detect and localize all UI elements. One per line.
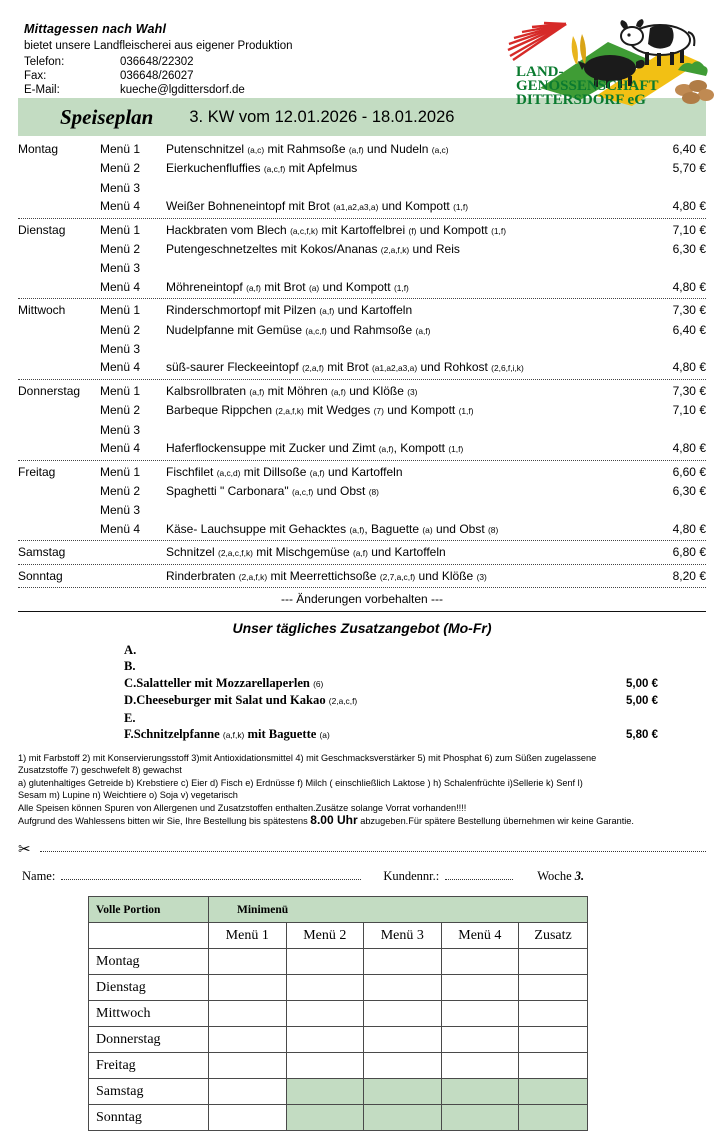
menu-price: 6,80 € xyxy=(672,545,706,560)
column-header-2: Menü 2 xyxy=(286,923,364,949)
order-day-label: Dienstag xyxy=(89,975,209,1001)
order-cell-disabled xyxy=(286,1079,364,1105)
order-form-identity-row xyxy=(22,869,706,884)
order-day-label: Montag xyxy=(89,949,209,975)
menu-description: Weißer Bohneneintopf mit Brot (a1,a2,a3,a) und Kompott (1,f) xyxy=(166,199,468,214)
menu-row xyxy=(18,221,706,240)
menu-number-label: Menü 2 xyxy=(100,483,141,498)
menu-row xyxy=(18,482,706,501)
cut-here-line xyxy=(18,843,706,861)
menu-number-label: Menü 3 xyxy=(100,422,141,437)
contact-value: 036648/26027 xyxy=(120,70,194,82)
menu-row xyxy=(18,179,706,197)
order-form-table[interactable] xyxy=(88,896,588,1131)
menu-price: 4,80 € xyxy=(672,360,706,375)
menu-row xyxy=(18,543,706,562)
menu-description: Hackbraten vom Blech (a,c,f,k) mit Kartoffelbrei (f) und Kompott (1,f) xyxy=(166,222,506,237)
menu-price: 7,30 € xyxy=(672,303,706,318)
table-row xyxy=(89,949,588,975)
menu-description: Putenschnitzel (a,c) mit Rahmsoße (a,f) und Nudeln (a,c) xyxy=(166,142,449,156)
name-input[interactable] xyxy=(61,869,361,880)
menu-row xyxy=(18,140,706,159)
menu-day-label: Donnerstag xyxy=(18,383,81,398)
footnote-additives-2: Zusatzstoffe 7) geschwefelt 8) gewachst xyxy=(18,765,182,776)
contact-value: 036648/22302 xyxy=(120,56,194,68)
header-subtitle: bietet unsere Landfleischerei aus eigener Produktion xyxy=(24,40,293,52)
footnote-ordering-b: abzugeben.Für spätere Bestellung übernehmen wir keine Garantie. xyxy=(357,815,634,826)
zusatz-row xyxy=(18,726,706,744)
menu-number-label: Menü 2 xyxy=(100,161,141,176)
order-cell[interactable] xyxy=(519,1001,588,1027)
order-cell-disabled xyxy=(519,1079,588,1105)
zusatz-row xyxy=(18,710,706,727)
order-cell-disabled xyxy=(364,1079,442,1105)
day-separator xyxy=(18,379,706,380)
header-volle-portion: Volle Portion xyxy=(89,897,209,923)
menu-number-label: Menü 1 xyxy=(100,464,141,479)
menu-description: Barbeque Rippchen (2,a,f,k) mit Wedges (7) und Kompott (1,f) xyxy=(166,403,474,418)
zusatz-letter: E. xyxy=(124,710,136,725)
day-separator xyxy=(18,218,706,219)
menu-price: 4,80 € xyxy=(672,199,706,214)
table-row xyxy=(89,1001,588,1027)
menu-description: Käse- Lauchsuppe mit Gehacktes (a,f), Baguette (a) und Obst (8) xyxy=(166,521,499,536)
order-cell[interactable] xyxy=(519,1053,588,1079)
column-header-3: Menü 3 xyxy=(364,923,442,949)
menu-day-label: Dienstag xyxy=(18,222,66,237)
menu-price: 7,30 € xyxy=(672,383,706,398)
order-cell-disabled xyxy=(519,1105,588,1131)
contact-value: kueche@lgdittersdorf.de xyxy=(120,84,245,96)
menu-day-label: Samstag xyxy=(18,545,66,560)
header-day-column xyxy=(89,923,209,949)
menu-description: süß-saurer Fleckeeintopf (2,a,f) mit Brot (a1,a2,a3,a) und Rohkost (2,6,f,i,k) xyxy=(166,360,524,375)
zusatz-letter: D. xyxy=(124,693,137,708)
menu-disclaimer: --- Änderungen vorbehalten --- xyxy=(280,591,444,606)
menu-row xyxy=(18,401,706,420)
dotted-cut-rule xyxy=(40,851,706,852)
logo-line-3: DITTERSDORF eG xyxy=(516,92,646,108)
order-cell[interactable] xyxy=(209,1079,287,1105)
table-group-header-row xyxy=(89,897,588,923)
menu-row xyxy=(18,197,706,216)
logo-line-1: LAND- xyxy=(516,64,564,80)
menu-number-label: Menü 4 xyxy=(100,441,141,456)
footnote-allergens-2: Sesam m) Lupine n) Weichtiere o) Soja v) vegetarisch xyxy=(18,790,238,801)
order-cell[interactable] xyxy=(286,1053,364,1079)
table-row xyxy=(89,1027,588,1053)
menu-number-label: Menü 2 xyxy=(100,242,141,257)
scissors-icon: ✂ xyxy=(18,841,31,859)
menu-price: 4,80 € xyxy=(672,441,706,456)
order-cell[interactable] xyxy=(286,975,364,1001)
footnote-allergens-1: a) glutenhaltiges Getreide b) Krebstiere c) Eier d) Fisch e) Erdnüsse f) Milch ( einschließlich Laktose ) h) Schalenfrüchte i)Sellerie k) Senf l) xyxy=(18,777,583,788)
table-row xyxy=(89,1053,588,1079)
zusatz-row xyxy=(18,642,706,659)
footnotes xyxy=(18,752,706,827)
menu-number-label: Menü 1 xyxy=(100,142,141,156)
order-cell[interactable] xyxy=(441,949,519,975)
menu-row xyxy=(18,439,706,458)
order-cell[interactable] xyxy=(441,1053,519,1079)
column-header-4: Menü 4 xyxy=(441,923,519,949)
contact-label: Telefon: xyxy=(24,56,65,68)
zusatz-description: Schnitzelpfanne (a,f,k) mit Baguette (a) xyxy=(133,727,330,742)
menu-number-label: Menü 4 xyxy=(100,521,141,536)
woche-text: Woche xyxy=(537,869,575,884)
zusatz-letter: B. xyxy=(124,659,136,674)
menu-number-label: Menü 4 xyxy=(100,279,141,294)
order-cell[interactable] xyxy=(209,1027,287,1053)
zusatz-letter: F. xyxy=(124,727,134,742)
zusatzangebot-title: Unser tägliches Zusatzangebot (Mo-Fr) xyxy=(232,619,492,636)
menu-number-label: Menü 2 xyxy=(100,322,141,337)
order-day-label: Freitag xyxy=(89,1053,209,1079)
footnote-ordering-a: Aufgrund des Wahlessens bitten wir Sie, Ihre Bestellung bis spätestens xyxy=(18,815,311,826)
menu-description: Putengeschnetzeltes mit Kokos/Ananas (2,a,f,k) und Reis xyxy=(166,242,460,257)
order-cell[interactable] xyxy=(364,975,442,1001)
menu-price: 8,20 € xyxy=(672,568,706,583)
menu-price: 4,80 € xyxy=(672,279,706,294)
woche-label xyxy=(537,869,584,884)
zusatz-description: Salatteller mit Mozzarellaperlen (6) xyxy=(136,675,324,690)
menu-price: 7,10 € xyxy=(672,222,706,237)
day-separator xyxy=(18,564,706,565)
order-cell[interactable] xyxy=(519,949,588,975)
menu-row xyxy=(18,567,706,586)
woche-value: 3. xyxy=(574,869,585,884)
footnote-traces: Alle Speisen können Spuren von Allergenen und Zusatzstoffen enthalten.Zusätze solange Vorrat vorhanden!!!! xyxy=(18,802,467,813)
company-logo xyxy=(500,14,718,112)
day-separator xyxy=(18,460,706,461)
menu-description: Eierkuchenfluffies (a,c,f) mit Apfelmus xyxy=(166,161,358,176)
menu-number-label: Menü 1 xyxy=(100,222,141,237)
order-cell[interactable] xyxy=(286,1001,364,1027)
menu-number-label: Menü 3 xyxy=(100,503,141,518)
menu-row xyxy=(18,463,706,482)
menu-number-label: Menü 4 xyxy=(100,360,141,375)
menu-price: 6,40 € xyxy=(672,322,706,337)
order-cell[interactable] xyxy=(286,1027,364,1053)
order-cell[interactable] xyxy=(364,1001,442,1027)
order-cell[interactable] xyxy=(286,949,364,975)
zusatz-price: 5,00 € xyxy=(626,695,658,708)
menu-row xyxy=(18,259,706,277)
menu-price: 6,30 € xyxy=(672,483,706,498)
order-cell[interactable] xyxy=(209,949,287,975)
menu-description: Spaghetti " Carbonara" (a,c,f) und Obst (8) xyxy=(166,483,379,498)
order-day-label: Samstag xyxy=(89,1079,209,1105)
menu-row xyxy=(18,340,706,358)
order-cell[interactable] xyxy=(519,1027,588,1053)
order-cell[interactable] xyxy=(364,1027,442,1053)
menu-number-label: Menü 3 xyxy=(100,180,141,195)
order-deadline: 8.00 Uhr xyxy=(310,812,358,827)
menu-row xyxy=(18,301,706,320)
menu-row xyxy=(18,421,706,439)
weekly-menu-table xyxy=(18,140,706,612)
order-cell-disabled xyxy=(441,1079,519,1105)
speiseplan-title: Speiseplan xyxy=(60,104,154,129)
order-cell[interactable] xyxy=(441,975,519,1001)
footnote-additives-1: 1) mit Farbstoff 2) mit Konservierungsstoff 3)mit Antioxidationsmittel 4) mit Geschmacksverstärker 5) mit Phosphat 6) zum Süßen zugelassene xyxy=(18,752,597,763)
zusatz-row xyxy=(18,658,706,675)
zusatz-letter: C. xyxy=(124,675,137,690)
contact-label: E-Mail: xyxy=(24,84,60,96)
menu-price: 4,80 € xyxy=(672,521,706,536)
menu-day-label: Mittwoch xyxy=(18,303,66,318)
menu-row xyxy=(18,501,706,519)
order-day-label: Donnerstag xyxy=(89,1027,209,1053)
menu-description: Rinderschmortopf mit Pilzen (a,f) und Kartoffeln xyxy=(166,303,413,318)
menu-day-label: Montag xyxy=(18,142,59,156)
zusatz-letter: A. xyxy=(124,642,137,657)
day-separator xyxy=(18,587,706,588)
menu-row xyxy=(18,358,706,377)
order-cell-disabled xyxy=(286,1105,364,1131)
kundennr-input[interactable] xyxy=(445,869,513,880)
zusatz-price: 5,80 € xyxy=(626,729,658,742)
footnote-ordering xyxy=(18,814,706,827)
column-header-5: Zusatz xyxy=(519,923,588,949)
menu-row xyxy=(18,240,706,259)
menu-description: Haferflockensuppe mit Zucker und Zimt (a,f), Kompott (1,f) xyxy=(166,441,464,456)
menu-price: 6,40 € xyxy=(672,142,706,156)
menu-day-label: Freitag xyxy=(18,464,56,479)
zusatz-price: 5,00 € xyxy=(626,677,658,690)
potatoes-icon xyxy=(675,61,714,104)
menu-description: Kalbsrollbraten (a,f) mit Möhren (a,f) und Klöße (3) xyxy=(166,383,418,398)
day-separator xyxy=(18,540,706,541)
order-cell[interactable] xyxy=(209,1053,287,1079)
menu-row xyxy=(18,520,706,539)
menu-description: Fischfilet (a,c,d) mit Dillsoße (a,f) und Kartoffeln xyxy=(166,464,403,479)
menu-row xyxy=(18,159,706,178)
menu-number-label: Menü 3 xyxy=(100,261,141,276)
menu-row xyxy=(18,321,706,340)
column-header-1: Menü 1 xyxy=(209,923,287,949)
order-day-label: Sonntag xyxy=(89,1105,209,1131)
table-row xyxy=(89,1079,588,1105)
week-range: 3. KW vom 12.01.2026 - 18.01.2026 xyxy=(189,107,455,126)
menu-number-label: Menü 1 xyxy=(100,303,141,318)
section-divider xyxy=(18,611,706,612)
order-day-label: Mittwoch xyxy=(89,1001,209,1027)
order-cell-disabled xyxy=(441,1105,519,1131)
menu-description: Schnitzel (2,a,c,f,k) mit Mischgemüse (a,f) und Kartoffeln xyxy=(166,545,446,560)
document-header xyxy=(0,0,724,108)
order-cell[interactable] xyxy=(519,975,588,1001)
name-label: Name: xyxy=(22,869,56,884)
zusatzangebot-list xyxy=(18,642,706,744)
page-title: Mittagessen nach Wahl xyxy=(24,22,167,36)
order-cell[interactable] xyxy=(209,1001,287,1027)
zusatz-row xyxy=(18,692,706,710)
order-cell[interactable] xyxy=(209,1105,287,1131)
menu-description: Rinderbraten (2,a,f,k) mit Meerrettichsoße (2,7,a,c,f) und Klöße (3) xyxy=(166,568,487,583)
logo-line-2: GENOSSENSCHAFT xyxy=(516,78,659,94)
menu-number-label: Menü 2 xyxy=(100,403,141,418)
header-minimenue: Minimenü xyxy=(209,897,588,923)
menu-number-label: Menü 1 xyxy=(100,383,141,398)
sunburst-icon xyxy=(508,23,566,60)
contact-label: Fax: xyxy=(24,70,47,82)
table-row xyxy=(89,1105,588,1131)
menu-description: Möhreneintopf (a,f) mit Brot (a) und Kompott (1,f) xyxy=(166,279,409,294)
order-cell-disabled xyxy=(364,1105,442,1131)
order-cell[interactable] xyxy=(209,975,287,1001)
menu-price: 6,60 € xyxy=(672,464,706,479)
table-row xyxy=(89,975,588,1001)
menu-row xyxy=(18,382,706,401)
day-separator xyxy=(18,298,706,299)
menu-number-label: Menü 3 xyxy=(100,342,141,357)
order-cell[interactable] xyxy=(364,1053,442,1079)
menu-price: 6,30 € xyxy=(672,242,706,257)
menu-price: 7,10 € xyxy=(672,403,706,418)
order-cell[interactable] xyxy=(441,1001,519,1027)
menu-description: Nudelpfanne mit Gemüse (a,c,f) und Rahmsoße (a,f) xyxy=(166,322,431,337)
kundennr-label: Kundennr.: xyxy=(383,869,440,884)
zusatz-row xyxy=(18,675,706,693)
order-cell[interactable] xyxy=(364,949,442,975)
menu-number-label: Menü 4 xyxy=(100,199,141,214)
order-cell[interactable] xyxy=(441,1027,519,1053)
menu-price: 5,70 € xyxy=(672,161,706,176)
zusatz-description: Cheeseburger mit Salat und Kakao (2,a,c,f) xyxy=(136,693,358,708)
table-column-header-row xyxy=(89,923,588,949)
menu-row xyxy=(18,278,706,297)
menu-day-label: Sonntag xyxy=(18,568,63,583)
